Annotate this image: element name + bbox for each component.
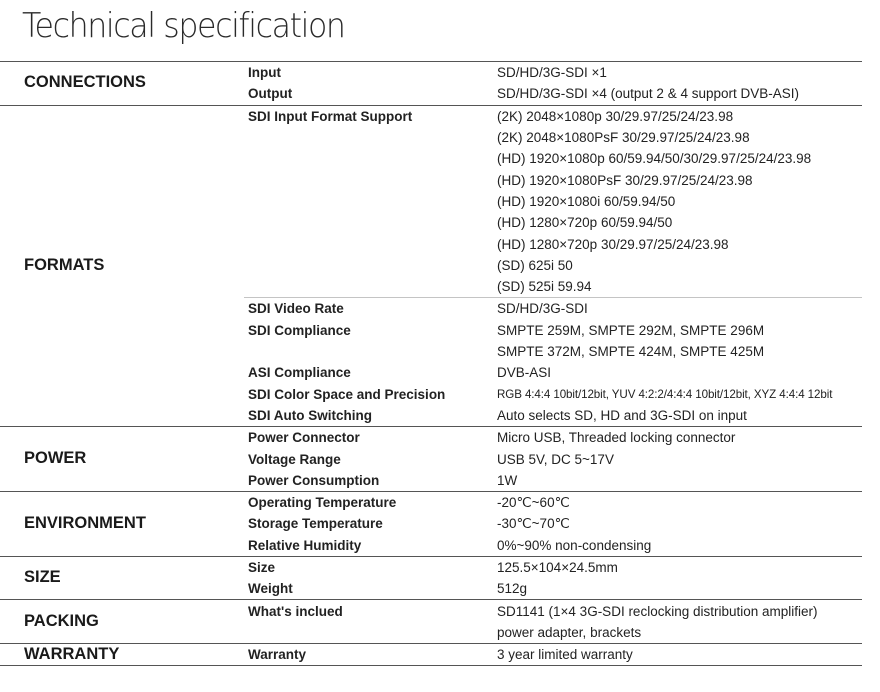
spec-label: SDI Color Space and Precision — [248, 386, 446, 402]
spec-value: (SD) 525i 59.94 — [497, 279, 592, 295]
spec-row — [244, 383, 862, 404]
spec-value: power adapter, brackets — [497, 624, 642, 640]
spec-label: Warranty — [248, 647, 307, 663]
spec-label: SDI Input Format Support — [248, 108, 413, 124]
spec-group — [244, 426, 862, 491]
spec-value: SMPTE 259M, SMPTE 292M, SMPTE 296M — [497, 322, 765, 338]
spec-row — [244, 148, 862, 169]
spec-group — [244, 297, 862, 426]
spec-value: RGB 4:4:4 10bit/12bit, YUV 4:2:2/4:4:4 10bit/12bit, XYZ 4:4:4 12bit — [497, 387, 833, 401]
spec-label: Weight — [248, 581, 293, 597]
spec-label: Power Consumption — [248, 472, 380, 488]
spec-label: Operating Temperature — [248, 495, 397, 511]
spec-row — [244, 83, 862, 104]
spec-label: ASI Compliance — [248, 365, 351, 381]
spec-row — [244, 362, 862, 383]
spec-row — [244, 341, 862, 362]
spec-value: (2K) 2048×1080p 30/29.97/25/24/23.98 — [497, 108, 734, 124]
spec-value: (HD) 1920×1080PsF 30/29.97/25/24/23.98 — [497, 172, 753, 188]
spec-row — [244, 62, 862, 83]
spec-value: 0%~90% non-condensing — [497, 537, 652, 553]
spec-label: Storage Temperature — [248, 516, 383, 532]
spec-row — [244, 276, 862, 297]
spec-value: SD/HD/3G-SDI ×4 (output 2 & 4 support DVB-ASI) — [497, 86, 799, 102]
spec-row — [244, 212, 862, 233]
section-heading: ENVIRONMENT — [24, 513, 146, 532]
spec-label: Voltage Range — [248, 451, 341, 467]
section-formats — [0, 105, 862, 427]
spec-group — [244, 491, 862, 556]
spec-row — [244, 622, 862, 643]
section-warranty — [0, 643, 862, 665]
spec-group — [244, 599, 862, 643]
spec-row — [244, 255, 862, 276]
spec-row — [244, 535, 862, 556]
spec-label: SDI Auto Switching — [248, 407, 372, 423]
section-environment — [0, 491, 862, 556]
spec-row — [244, 405, 862, 426]
table-bottom-divider — [0, 665, 862, 666]
spec-value: 125.5×104×24.5mm — [497, 560, 618, 576]
spec-row — [244, 513, 862, 534]
spec-value: Micro USB, Threaded locking connector — [497, 430, 736, 446]
spec-row — [244, 233, 862, 254]
section-packing — [0, 599, 862, 643]
spec-row — [244, 600, 862, 621]
section-heading: WARRANTY — [24, 644, 120, 663]
spec-value: (HD) 1920×1080i 60/59.94/50 — [497, 193, 676, 209]
section-heading: POWER — [24, 449, 87, 468]
spec-value: -30℃~70℃ — [497, 515, 570, 531]
spec-row — [244, 427, 862, 448]
spec-group — [244, 61, 862, 105]
spec-value: (HD) 1920×1080p 60/59.94/50/30/29.97/25/24/23.98 — [497, 151, 812, 167]
spec-label: Input — [248, 65, 281, 81]
spec-value: 3 year limited warranty — [497, 647, 633, 663]
spec-row — [244, 557, 862, 578]
section-power — [0, 426, 862, 491]
spec-label: What's inclued — [248, 603, 343, 619]
spec-row — [244, 578, 862, 599]
spec-group — [244, 105, 862, 298]
section-size — [0, 556, 862, 600]
spec-value: 512g — [497, 581, 528, 597]
spec-row — [244, 298, 862, 319]
spec-row — [244, 644, 862, 665]
spec-label: Output — [248, 86, 293, 102]
section-connections — [0, 61, 862, 105]
spec-value: (SD) 625i 50 — [497, 257, 573, 273]
spec-row — [244, 492, 862, 513]
spec-value: USB 5V, DC 5~17V — [497, 451, 614, 467]
spec-value: SD/HD/3G-SDI — [497, 301, 588, 317]
spec-value: (HD) 1280×720p 60/59.94/50 — [497, 215, 673, 231]
spec-value: 1W — [497, 472, 518, 488]
section-heading: FORMATS — [24, 255, 105, 274]
spec-value: DVB-ASI — [497, 365, 552, 381]
spec-value: (HD) 1280×720p 30/29.97/25/24/23.98 — [497, 236, 729, 252]
spec-row — [244, 127, 862, 148]
spec-row — [244, 106, 862, 127]
spec-label: Size — [248, 560, 276, 576]
spec-row — [244, 448, 862, 469]
page-title: Technical specification — [22, 6, 345, 46]
spec-row — [244, 191, 862, 212]
spec-table — [0, 61, 862, 666]
spec-label: Power Connector — [248, 430, 360, 446]
spec-value: -20℃~60℃ — [497, 494, 570, 510]
spec-value: SD/HD/3G-SDI ×1 — [497, 65, 607, 81]
spec-row — [244, 470, 862, 491]
spec-group — [244, 556, 862, 600]
section-heading: SIZE — [24, 568, 61, 587]
spec-value: (2K) 2048×1080PsF 30/29.97/25/24/23.98 — [497, 130, 750, 146]
spec-group — [244, 643, 862, 665]
spec-label: SDI Compliance — [248, 322, 351, 338]
spec-value: Auto selects SD, HD and 3G-SDI on input — [497, 407, 747, 423]
spec-value: SMPTE 372M, SMPTE 424M, SMPTE 425M — [497, 344, 765, 359]
spec-row — [244, 169, 862, 190]
section-heading: CONNECTIONS — [24, 73, 146, 92]
spec-value: SD1141 (1×4 3G-SDI reclocking distribution amplifier) — [497, 603, 818, 619]
spec-label: Relative Humidity — [248, 537, 362, 553]
section-heading: PACKING — [24, 611, 99, 630]
spec-label: SDI Video Rate — [248, 301, 344, 317]
spec-row — [244, 320, 862, 341]
